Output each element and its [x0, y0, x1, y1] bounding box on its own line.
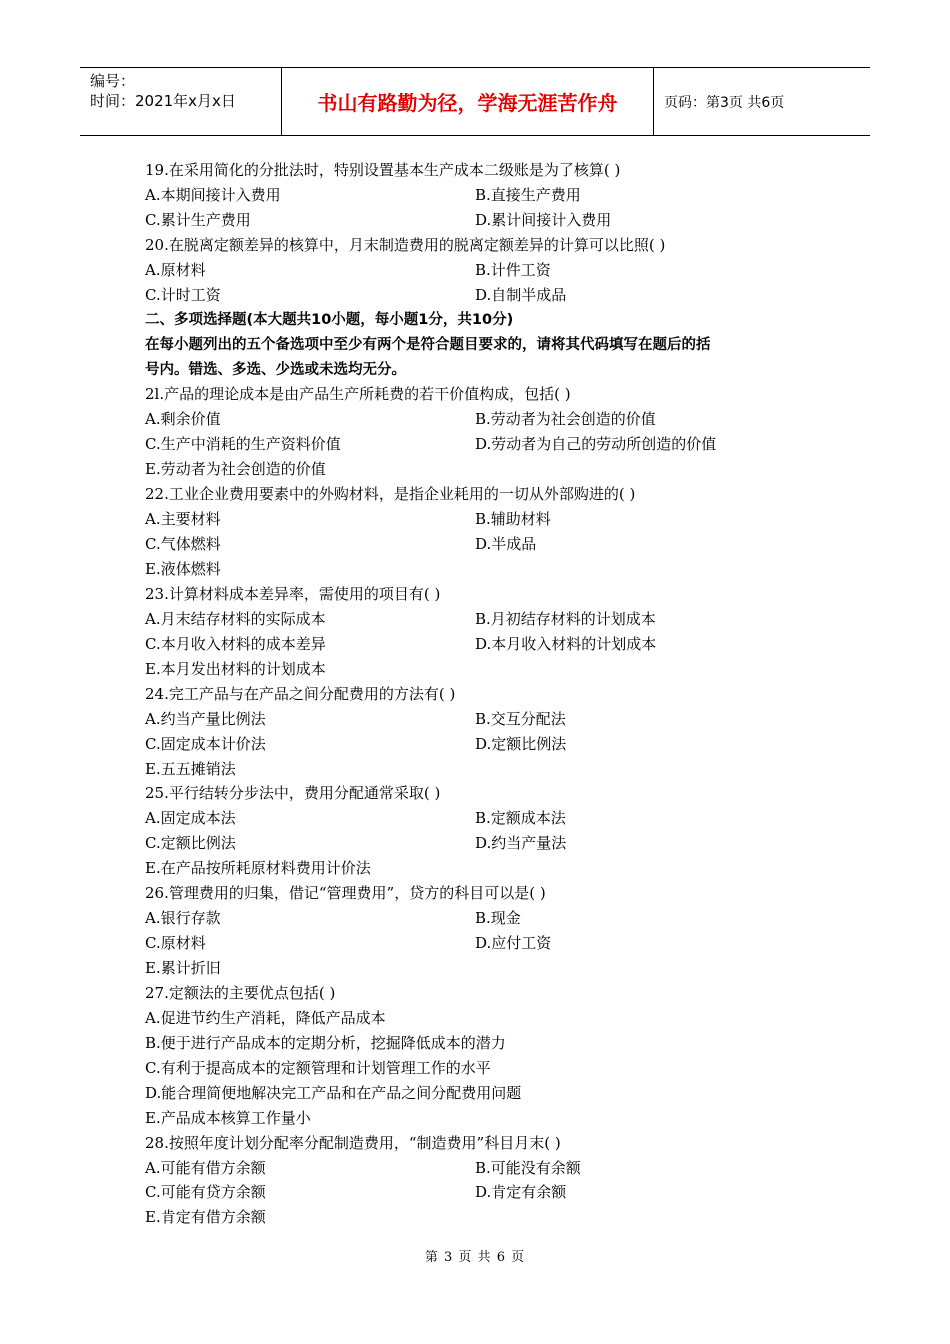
option-row	[145, 607, 825, 632]
option-row	[145, 283, 825, 308]
option-text: C.定额比例法	[145, 834, 236, 853]
option-row	[145, 183, 825, 208]
option-text: B.计件工资	[475, 260, 551, 279]
option-row	[145, 806, 825, 831]
document-number-label: 编号：	[90, 72, 136, 90]
option-row	[145, 507, 825, 532]
question-line: 2l.产品的理论成本是由产品生产所耗费的若干价值构成，包括( )	[145, 385, 571, 404]
question-line: 19.在采用简化的分批法时，特别设置基本生产成本二级账是为了核算( )	[145, 161, 621, 179]
option-text: C.气体燃料	[145, 535, 221, 554]
question-line: E.五五摊销法	[145, 759, 236, 778]
header-page-info: 页码：第3页 共6页	[664, 94, 785, 111]
question-line: E.累计折旧	[145, 959, 221, 977]
question-line: E.劳动者为社会创造的价值	[145, 460, 326, 479]
option-text: A.月末结存材料的实际成本	[145, 609, 326, 628]
option-text: A.可能有借方余额	[145, 1158, 266, 1177]
option-text: C.固定成本计价法	[145, 734, 266, 753]
option-text: C.原材料	[145, 934, 206, 953]
option-text: A.剩余价值	[145, 410, 221, 429]
option-row	[145, 432, 825, 457]
option-row	[145, 707, 825, 732]
option-row	[145, 1156, 825, 1181]
option-text: B.劳动者为社会创造的价值	[475, 410, 656, 429]
page-footer: 第 3 页 共 6 页	[424, 1250, 526, 1265]
option-text: A.原材料	[145, 260, 206, 279]
section-instruction: 二、多项选择题(本大题共10小题，每小题1分，共10分)	[145, 311, 514, 328]
document-time-label: 时间：2021年x月x日	[90, 92, 236, 110]
header-motto: 书山有路勤为径，学海无涯苦作舟	[282, 68, 654, 135]
question-line: 24.完工产品与在产品之间分配费用的方法有( )	[145, 684, 456, 703]
option-text: C.累计生产费用	[145, 210, 251, 229]
option-row	[145, 732, 825, 757]
option-row	[145, 258, 825, 283]
option-row	[145, 831, 825, 856]
option-row	[145, 931, 825, 956]
option-text: B.月初结存材料的计划成本	[475, 609, 656, 628]
option-text: D.约当产量法	[475, 834, 567, 853]
option-text: B.现金	[475, 909, 521, 928]
option-row	[145, 407, 825, 432]
option-text: D.本月收入材料的计划成本	[475, 634, 657, 653]
option-text: B.辅助材料	[475, 510, 551, 529]
question-line: 20.在脱离定额差异的核算中，月末制造费用的脱离定额差异的计算可以比照( )	[145, 235, 666, 254]
option-row	[145, 632, 825, 657]
question-line: 22.工业企业费用要素中的外购材料，是指企业耗用的一切从外部购进的( )	[145, 485, 636, 504]
question-line: 26.管理费用的归集，借记“管理费用”，贷方的科目可以是( )	[145, 884, 546, 903]
question-line: A.促进节约生产消耗，降低产品成本	[145, 1008, 386, 1027]
option-text: C.生产中消耗的生产资料价值	[145, 435, 341, 454]
question-line: 25.平行结转分步法中，费用分配通常采取( )	[145, 784, 441, 803]
option-text: A.本期间接计入费用	[145, 185, 281, 204]
option-text: D.应付工资	[475, 934, 552, 953]
question-line: E.在产品按所耗原材料费用计价法	[145, 859, 371, 878]
question-line: D.能合理简便地解决完工产品和在产品之间分配费用问题	[145, 1083, 522, 1102]
question-line: B.便于进行产品成本的定期分析，挖掘降低成本的潜力	[145, 1033, 506, 1052]
section-instruction: 在每小题列出的五个备选项中至少有两个是符合题目要求的，请将其代码填写在题后的括	[145, 336, 711, 353]
option-text: D.定额比例法	[475, 734, 567, 753]
option-text: D.肯定有余额	[475, 1183, 567, 1202]
option-text: D.半成品	[475, 535, 537, 554]
option-text: D.劳动者为自己的劳动所创造的价值	[475, 435, 717, 454]
option-row	[145, 1180, 825, 1205]
section-instruction: 号内。错选、多选、少选或未选均无分。	[145, 361, 406, 378]
option-text: B.交互分配法	[475, 709, 566, 728]
option-row	[145, 906, 825, 931]
question-line: E.本月发出材料的计划成本	[145, 659, 326, 678]
question-line: 27.定额法的主要优点包括( )	[145, 983, 336, 1002]
question-line: C.有利于提高成本的定额管理和计划管理工作的水平	[145, 1058, 491, 1077]
header-meta	[80, 68, 282, 135]
option-row	[145, 532, 825, 557]
option-text: B.可能没有余额	[475, 1158, 581, 1177]
option-text: A.约当产量比例法	[145, 709, 266, 728]
option-text: A.银行存款	[145, 909, 221, 928]
option-text: A.固定成本法	[145, 809, 236, 828]
option-text: A.主要材料	[145, 510, 221, 529]
option-text: B.定额成本法	[475, 809, 566, 828]
question-line: 23.计算材料成本差异率，需使用的项目有( )	[145, 584, 441, 603]
option-text: D.自制半成品	[475, 285, 567, 304]
question-line: E.肯定有借方余额	[145, 1208, 266, 1227]
exam-questions	[145, 158, 825, 1230]
option-text: B.直接生产费用	[475, 185, 581, 204]
page-header	[80, 67, 870, 136]
question-line: E.产品成本核算工作量小	[145, 1108, 311, 1127]
option-text: C.计时工资	[145, 285, 221, 304]
option-text: C.本月收入材料的成本差异	[145, 634, 326, 653]
option-text: D.累计间接计入费用	[475, 210, 612, 229]
question-line: 28.按照年度计划分配率分配制造费用，“制造费用”科目月末( )	[145, 1133, 561, 1152]
option-row	[145, 208, 825, 233]
question-line: E.液体燃料	[145, 560, 221, 578]
option-text: C.可能有贷方余额	[145, 1183, 266, 1202]
